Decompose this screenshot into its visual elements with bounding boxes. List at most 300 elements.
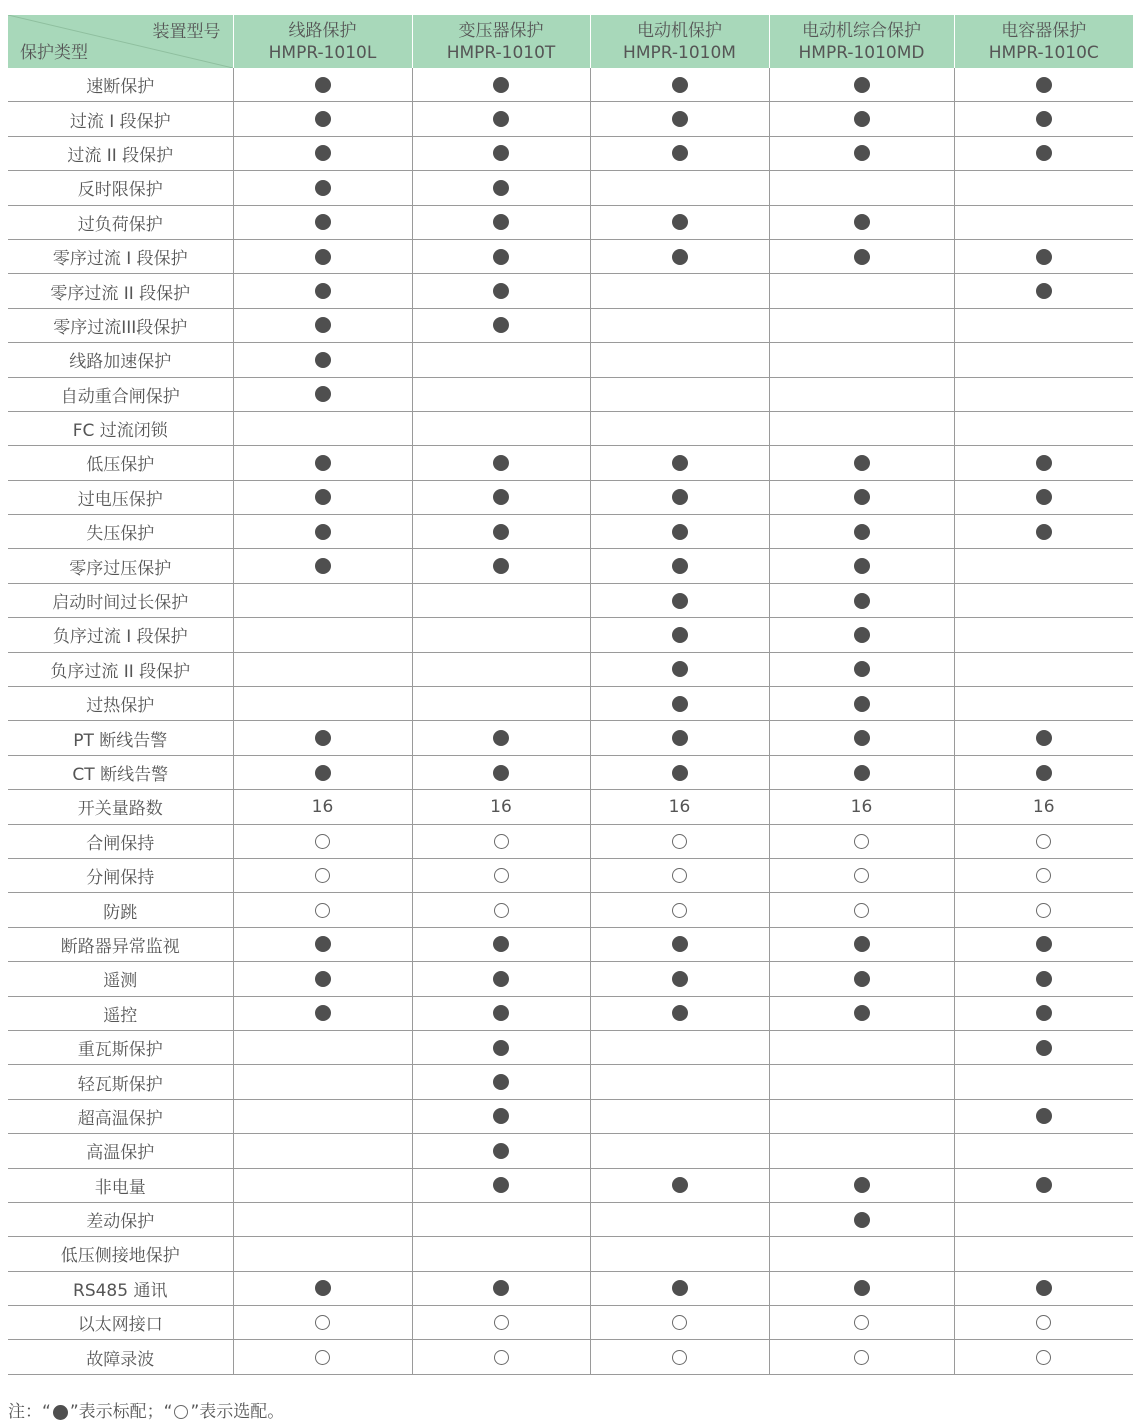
feature-cell (412, 102, 590, 136)
optional-mark-icon (854, 1350, 869, 1365)
table-row (8, 446, 1133, 480)
feature-cell (233, 308, 412, 342)
feature-cell (412, 1271, 590, 1305)
standard-mark-icon (1036, 730, 1052, 746)
row-label: 以太网接口 (8, 1306, 233, 1340)
table-row (8, 1099, 1133, 1133)
feature-cell (590, 1168, 769, 1202)
row-label: RS485 通讯 (8, 1271, 233, 1305)
note-standard-text: ”表示标配；“ (69, 1402, 173, 1422)
feature-cell (233, 893, 412, 927)
feature-cell (590, 790, 769, 824)
standard-mark-icon (315, 283, 331, 299)
feature-cell (412, 927, 590, 961)
feature-cell (233, 274, 412, 308)
standard-mark-icon (315, 489, 331, 505)
feature-cell (233, 1202, 412, 1236)
standard-mark-icon (315, 558, 331, 574)
standard-mark-icon (672, 558, 688, 574)
table-row (8, 205, 1133, 239)
standard-mark-icon (672, 524, 688, 540)
feature-cell (233, 824, 412, 858)
feature-cell (233, 1065, 412, 1099)
feature-cell (412, 755, 590, 789)
column-model: HMPR-1010M (623, 42, 736, 63)
row-label: FC 过流闭锁 (8, 411, 233, 445)
row-label: 速断保护 (8, 68, 233, 102)
standard-mark-icon (1036, 111, 1052, 127)
optional-mark-icon (854, 868, 869, 883)
standard-mark-icon (315, 145, 331, 161)
optional-mark-icon (1036, 868, 1051, 883)
column-name: 电动机综合保护 (802, 20, 921, 41)
feature-cell (954, 1065, 1133, 1099)
standard-mark-icon (1036, 455, 1052, 471)
standard-mark-icon (315, 352, 331, 368)
standard-mark-icon (854, 593, 870, 609)
feature-cell (954, 893, 1133, 927)
standard-mark-icon (493, 1074, 509, 1090)
row-label: 故障录波 (8, 1340, 233, 1374)
standard-mark-icon (315, 1005, 331, 1021)
table-row (8, 927, 1133, 961)
feature-cell (233, 136, 412, 170)
standard-mark-icon (315, 317, 331, 333)
standard-mark-icon (672, 627, 688, 643)
standard-mark-icon (493, 249, 509, 265)
standard-mark-icon (854, 524, 870, 540)
feature-cell (954, 274, 1133, 308)
feature-cell (769, 721, 954, 755)
standard-mark-icon (1036, 249, 1052, 265)
feature-cell (590, 171, 769, 205)
feature-cell (412, 1340, 590, 1374)
feature-cell (769, 1237, 954, 1271)
table-row (8, 1030, 1133, 1064)
row-label: 低压保护 (8, 446, 233, 480)
feature-cell (769, 1099, 954, 1133)
feature-cell (233, 171, 412, 205)
cell-value: 16 (490, 796, 512, 817)
table-row (8, 136, 1133, 170)
cell-value: 16 (311, 796, 334, 817)
feature-cell (233, 1168, 412, 1202)
optional-mark-icon (672, 1350, 687, 1365)
feature-cell (590, 102, 769, 136)
feature-cell (954, 652, 1133, 686)
table-row (8, 239, 1133, 273)
feature-cell (412, 1134, 590, 1168)
table-row (8, 1306, 1133, 1340)
table-row (8, 1340, 1133, 1374)
feature-cell (412, 790, 590, 824)
feature-cell (954, 446, 1133, 480)
protection-matrix-table (8, 15, 1133, 1375)
column-header (769, 15, 954, 68)
table-row (8, 1134, 1133, 1168)
optional-mark-icon (494, 903, 509, 918)
standard-mark-icon (1036, 1177, 1052, 1193)
feature-cell (954, 824, 1133, 858)
feature-cell (590, 1030, 769, 1064)
feature-cell (769, 1065, 954, 1099)
feature-cell (233, 858, 412, 892)
feature-cell (590, 583, 769, 617)
standard-mark-icon (493, 558, 509, 574)
row-label: 线路加速保护 (8, 343, 233, 377)
table-row (8, 343, 1133, 377)
feature-cell (769, 515, 954, 549)
feature-cell (769, 102, 954, 136)
table-row (8, 618, 1133, 652)
table-row (8, 377, 1133, 411)
feature-cell (954, 583, 1133, 617)
optional-mark-icon (494, 1350, 509, 1365)
note-optional-text: ”表示选配。 (190, 1402, 285, 1422)
feature-cell (954, 962, 1133, 996)
feature-cell (233, 102, 412, 136)
feature-cell (590, 515, 769, 549)
standard-mark-icon (672, 249, 688, 265)
feature-cell (954, 755, 1133, 789)
table-row (8, 790, 1133, 824)
table-row (8, 1202, 1133, 1236)
feature-cell (590, 687, 769, 721)
standard-mark-icon (1036, 765, 1052, 781)
feature-cell (233, 239, 412, 273)
column-model: HMPR-1010C (988, 42, 1099, 63)
table-row (8, 721, 1133, 755)
feature-cell (233, 1237, 412, 1271)
feature-cell (590, 239, 769, 273)
feature-cell (233, 205, 412, 239)
feature-cell (769, 171, 954, 205)
feature-cell (954, 1237, 1133, 1271)
feature-cell (233, 721, 412, 755)
feature-cell (412, 171, 590, 205)
row-label: 反时限保护 (8, 171, 233, 205)
standard-mark-icon (854, 1177, 870, 1193)
feature-cell (412, 996, 590, 1030)
optional-mark-icon (1036, 1350, 1051, 1365)
table-row (8, 171, 1133, 205)
standard-mark-icon (493, 1143, 509, 1159)
feature-cell (954, 1168, 1133, 1202)
standard-mark-icon (672, 1005, 688, 1021)
feature-cell (233, 1099, 412, 1133)
feature-cell (233, 790, 412, 824)
optional-mark-icon (1036, 834, 1051, 849)
row-label: 差动保护 (8, 1202, 233, 1236)
standard-mark-icon (854, 730, 870, 746)
optional-mark-icon (494, 834, 509, 849)
cell-value: 16 (1032, 796, 1055, 817)
feature-cell (412, 136, 590, 170)
feature-cell (412, 1168, 590, 1202)
standard-mark-icon (1036, 145, 1052, 161)
row-label: CT 断线告警 (8, 755, 233, 789)
optional-mark-icon (672, 834, 687, 849)
feature-cell (233, 927, 412, 961)
feature-cell (590, 274, 769, 308)
column-header (233, 15, 412, 68)
table-row (8, 652, 1133, 686)
cell-value: 16 (850, 796, 873, 817)
feature-cell (412, 824, 590, 858)
table-row (8, 824, 1133, 858)
optional-mark-icon (672, 868, 687, 883)
standard-mark-icon (315, 249, 331, 265)
standard-mark-icon (672, 489, 688, 505)
row-label: 零序过流 I 段保护 (8, 239, 233, 273)
standard-mark-icon (493, 1177, 509, 1193)
feature-cell (769, 446, 954, 480)
standard-mark-icon (854, 145, 870, 161)
standard-mark-icon (1036, 936, 1052, 952)
standard-mark-icon (854, 558, 870, 574)
standard-mark-icon (493, 524, 509, 540)
standard-mark-icon (315, 180, 331, 196)
standard-mark-icon (672, 111, 688, 127)
standard-mark-icon (1036, 489, 1052, 505)
standard-mark-icon (672, 971, 688, 987)
feature-cell (954, 1099, 1133, 1133)
feature-cell (412, 1030, 590, 1064)
feature-cell (954, 515, 1133, 549)
feature-cell (769, 927, 954, 961)
header-row (8, 15, 1133, 68)
feature-cell (769, 136, 954, 170)
table-row (8, 687, 1133, 721)
feature-cell (769, 377, 954, 411)
standard-mark-icon (854, 1280, 870, 1296)
standard-mark-icon (315, 730, 331, 746)
table-row (8, 1271, 1133, 1305)
feature-cell (590, 1099, 769, 1133)
feature-cell (954, 205, 1133, 239)
standard-mark-icon (493, 317, 509, 333)
feature-cell (412, 858, 590, 892)
corner-protection-type-label: 保护类型 (20, 43, 88, 63)
standard-mark-icon (493, 283, 509, 299)
row-label: 过流 II 段保护 (8, 136, 233, 170)
feature-cell (412, 274, 590, 308)
column-header (412, 15, 590, 68)
standard-mark-icon (854, 661, 870, 677)
row-label: 合闸保持 (8, 824, 233, 858)
optional-mark-icon (672, 903, 687, 918)
standard-mark-icon (672, 145, 688, 161)
standard-mark-icon (493, 77, 509, 93)
corner-header (8, 15, 233, 68)
row-label: 断路器异常监视 (8, 927, 233, 961)
table-body (8, 68, 1133, 1374)
standard-mark-icon (493, 1040, 509, 1056)
feature-cell (954, 308, 1133, 342)
feature-cell (590, 1134, 769, 1168)
feature-cell (233, 1134, 412, 1168)
standard-mark-icon (854, 111, 870, 127)
feature-cell (954, 343, 1133, 377)
row-label: 零序过流III段保护 (8, 308, 233, 342)
feature-cell (233, 755, 412, 789)
feature-cell (590, 755, 769, 789)
column-name: 线路保护 (288, 20, 357, 41)
table-row (8, 68, 1133, 102)
feature-cell (412, 1099, 590, 1133)
feature-cell (412, 893, 590, 927)
feature-cell (590, 721, 769, 755)
standard-mark-icon (1036, 77, 1052, 93)
optional-mark-icon (1036, 903, 1051, 918)
standard-mark-icon (672, 730, 688, 746)
feature-cell (769, 893, 954, 927)
feature-cell (412, 721, 590, 755)
feature-cell (233, 583, 412, 617)
feature-cell (769, 308, 954, 342)
feature-cell (954, 1030, 1133, 1064)
feature-cell (590, 927, 769, 961)
standard-mark-icon (672, 1177, 688, 1193)
feature-cell (769, 1340, 954, 1374)
standard-mark-icon (315, 455, 331, 471)
optional-mark-icon (672, 1315, 687, 1330)
feature-cell (233, 480, 412, 514)
row-label: 防跳 (8, 893, 233, 927)
standard-mark-icon (315, 1280, 331, 1296)
feature-cell (954, 790, 1133, 824)
row-label: 过流 I 段保护 (8, 102, 233, 136)
feature-cell (769, 68, 954, 102)
feature-cell (954, 239, 1133, 273)
feature-cell (590, 1065, 769, 1099)
standard-mark-icon (493, 765, 509, 781)
standard-mark-icon (315, 765, 331, 781)
feature-cell (233, 1030, 412, 1064)
feature-cell (412, 68, 590, 102)
feature-cell (769, 996, 954, 1030)
column-header (954, 15, 1133, 68)
feature-cell (412, 583, 590, 617)
row-label: 低压侧接地保护 (8, 1237, 233, 1271)
row-label: 零序过流 II 段保护 (8, 274, 233, 308)
feature-cell (590, 480, 769, 514)
feature-cell (412, 549, 590, 583)
feature-cell (590, 343, 769, 377)
table-row (8, 996, 1133, 1030)
feature-cell (769, 652, 954, 686)
feature-cell (769, 824, 954, 858)
row-label: 高温保护 (8, 1134, 233, 1168)
feature-cell (954, 377, 1133, 411)
feature-cell (412, 618, 590, 652)
feature-cell (954, 549, 1133, 583)
standard-mark-icon (1036, 1280, 1052, 1296)
standard-mark-icon (493, 971, 509, 987)
standard-mark-icon (315, 936, 331, 952)
standard-mark-icon (854, 77, 870, 93)
feature-cell (954, 721, 1133, 755)
feature-cell (954, 996, 1133, 1030)
optional-mark-icon (854, 903, 869, 918)
standard-mark-icon (315, 971, 331, 987)
row-label: 零序过压保护 (8, 549, 233, 583)
standard-mark-icon (1036, 1005, 1052, 1021)
optional-mark-icon (315, 834, 330, 849)
standard-mark-icon (1036, 971, 1052, 987)
table-row (8, 583, 1133, 617)
table-row (8, 1065, 1133, 1099)
standard-mark-icon (493, 455, 509, 471)
feature-cell (954, 1202, 1133, 1236)
feature-cell (769, 1168, 954, 1202)
table-row (8, 755, 1133, 789)
feature-cell (590, 996, 769, 1030)
optional-mark-icon (315, 1350, 330, 1365)
feature-cell (412, 1065, 590, 1099)
feature-cell (590, 1202, 769, 1236)
row-label: 遥测 (8, 962, 233, 996)
feature-cell (954, 68, 1133, 102)
row-label: 过电压保护 (8, 480, 233, 514)
optional-mark-icon (854, 1315, 869, 1330)
note-prefix: 注：“ (8, 1402, 51, 1422)
feature-cell (954, 171, 1133, 205)
feature-cell (954, 136, 1133, 170)
feature-cell (233, 515, 412, 549)
standard-mark-icon (854, 696, 870, 712)
standard-mark-icon (672, 696, 688, 712)
feature-cell (590, 308, 769, 342)
row-label: 过负荷保护 (8, 205, 233, 239)
standard-mark-icon (1036, 283, 1052, 299)
feature-cell (412, 1202, 590, 1236)
row-label: 失压保护 (8, 515, 233, 549)
feature-cell (233, 962, 412, 996)
feature-cell (412, 446, 590, 480)
standard-mark-icon (493, 489, 509, 505)
open-circle-icon (174, 1405, 188, 1419)
feature-cell (412, 308, 590, 342)
optional-mark-icon (315, 868, 330, 883)
standard-mark-icon (854, 936, 870, 952)
row-label: 过热保护 (8, 687, 233, 721)
row-label: 启动时间过长保护 (8, 583, 233, 617)
feature-cell (954, 1306, 1133, 1340)
feature-cell (954, 1271, 1133, 1305)
feature-cell (233, 652, 412, 686)
feature-cell (769, 274, 954, 308)
optional-mark-icon (494, 1315, 509, 1330)
feature-cell (233, 687, 412, 721)
optional-mark-icon (315, 903, 330, 918)
standard-mark-icon (493, 111, 509, 127)
standard-mark-icon (854, 1005, 870, 1021)
table-row (8, 1237, 1133, 1271)
feature-cell (412, 377, 590, 411)
feature-cell (412, 515, 590, 549)
table-row (8, 308, 1133, 342)
standard-mark-icon (854, 971, 870, 987)
feature-cell (412, 205, 590, 239)
row-label: 负序过流 I 段保护 (8, 618, 233, 652)
standard-mark-icon (672, 593, 688, 609)
standard-mark-icon (854, 1212, 870, 1228)
standard-mark-icon (1036, 1108, 1052, 1124)
standard-mark-icon (672, 455, 688, 471)
standard-mark-icon (672, 77, 688, 93)
feature-cell (769, 239, 954, 273)
